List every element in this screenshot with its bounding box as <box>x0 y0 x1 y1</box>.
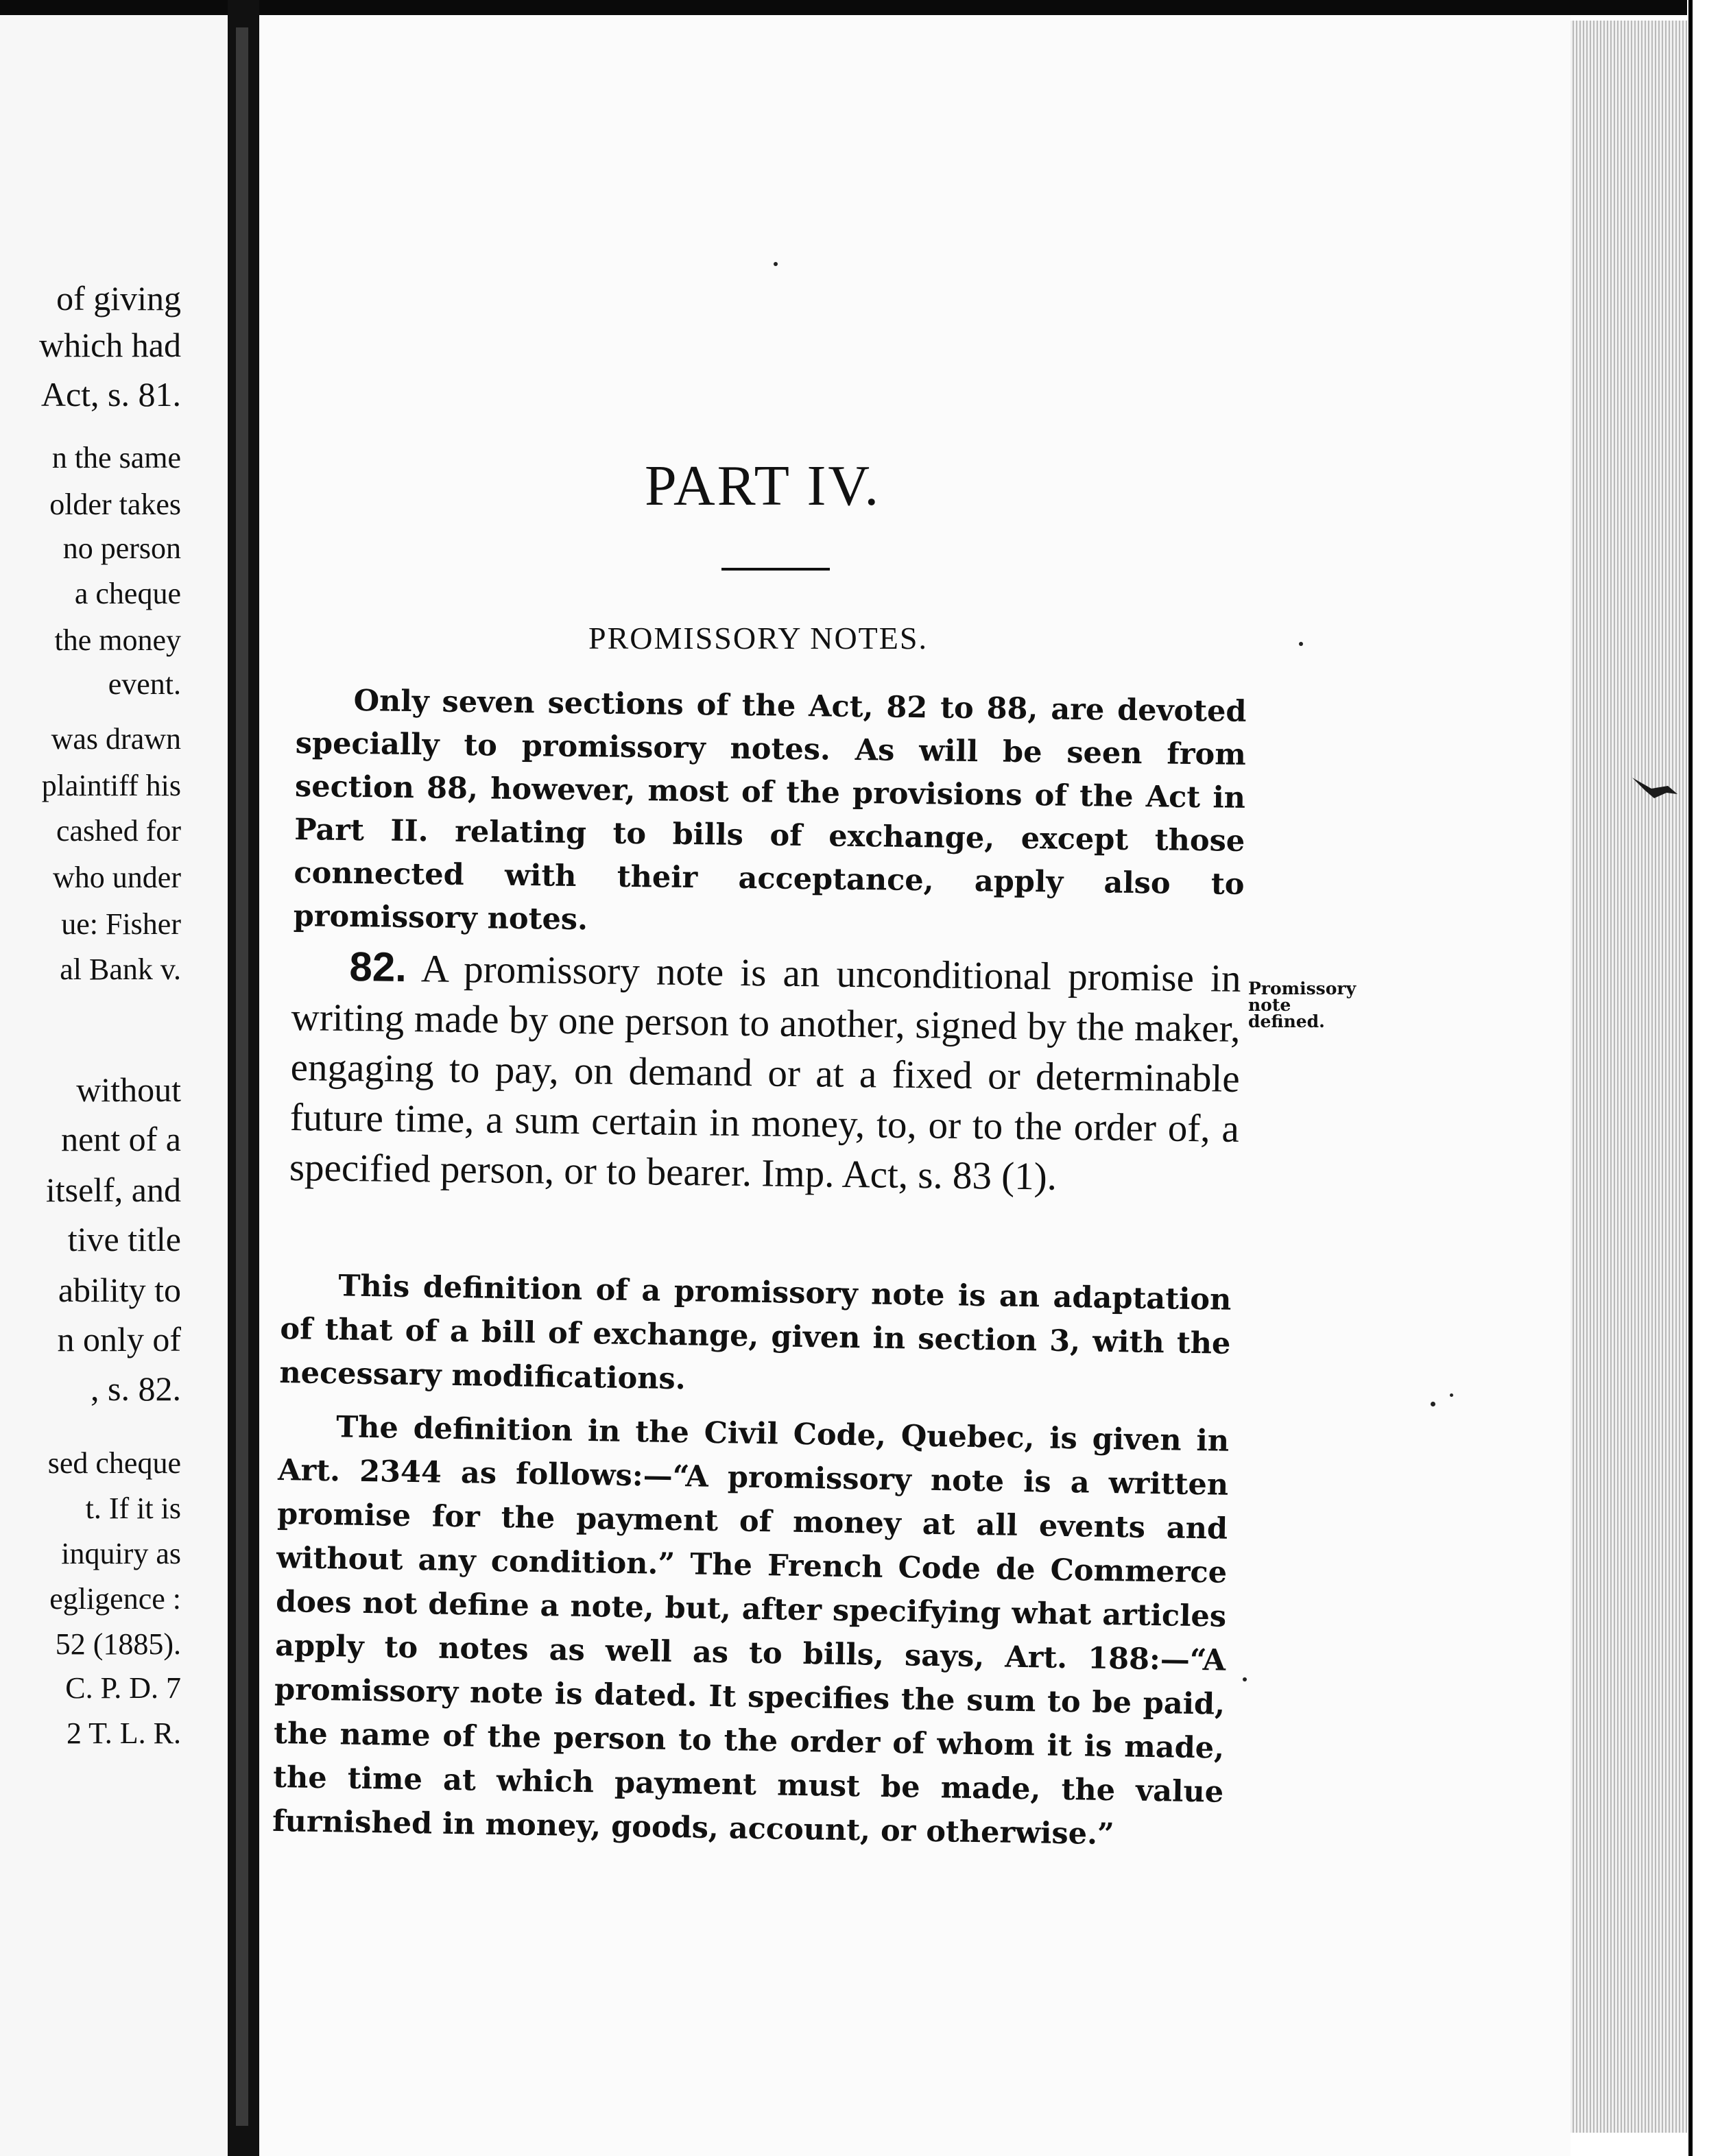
section-82 <box>289 941 1241 1204</box>
left-line: C. P. D. 7 <box>65 1671 181 1705</box>
left-line: egligence : <box>49 1582 181 1616</box>
left-line: who under <box>53 861 181 894</box>
title-rule <box>721 568 830 571</box>
intro-paragraph <box>293 679 1247 950</box>
gutter-shadow <box>236 27 248 2126</box>
left-line: itself, and <box>45 1171 181 1209</box>
commentary-paragraph: The definition in the Civil Code, Quebec, is given in Art. 2344 as follows:—“A promissory note is a written promise for the payment of money at all events and without any condition.” The French Code de Commerce does not define a note, but, after specifying what articles apply to notes as well as to bills, says, Art. 188:—“A promissory note is dated. It specifies the sum to be paid, the name of the person to the order of whom it is made, the time at which payment must be made, the value furnished in money, goods, account, or otherwise.” <box>272 1410 1230 1852</box>
left-line: sed cheque <box>47 1446 181 1480</box>
section-heading: PROMISSORY NOTES. <box>588 621 928 656</box>
left-line: without <box>76 1070 181 1109</box>
left-line: t. If it is <box>85 1492 181 1525</box>
left-line: tive title <box>67 1220 181 1258</box>
left-line: n the same <box>51 441 181 475</box>
dust-speck <box>1431 1402 1435 1406</box>
left-line: 52 (1885). <box>55 1627 181 1661</box>
left-line: Act, s. 81. <box>40 375 181 414</box>
section-82-paragraph <box>289 941 1241 1204</box>
dust-speck <box>1243 1677 1247 1681</box>
left-line: inquiry as <box>61 1537 181 1570</box>
left-line: the money <box>54 623 181 657</box>
dust-speck <box>1299 642 1303 646</box>
left-line: of giving <box>56 279 181 318</box>
left-line: n only of <box>57 1320 181 1358</box>
left-line: ability to <box>58 1271 181 1309</box>
left-facing-page <box>0 15 228 2156</box>
left-line: cashed for <box>56 814 181 848</box>
commentary-paragraph: This definition of a promissory note is an adaptation of that of a bill of exchange, given in section 3, with the necessary modifications. <box>279 1269 1232 1397</box>
margin-note-line: note <box>1248 995 1291 1015</box>
dust-speck <box>1450 1393 1453 1397</box>
scan-right-edge <box>1688 0 1693 2156</box>
left-line: ue: Fisher <box>61 907 181 941</box>
left-line: older takes <box>49 488 181 521</box>
left-line: was drawn <box>51 722 181 756</box>
section-82-text: A promissory note is an unconditional promise in writing made by one person to another, signed by the maker, engaging to pay, on demand or at a fixed or determinable future time, a sum certain in money, to, or to the order of, a specified person, or to bearer. Imp. Act, s. 83 (1). <box>289 947 1241 1199</box>
commentary <box>272 1263 1231 1868</box>
margin-note <box>1248 981 1385 1030</box>
margin-note-line: defined. <box>1248 1011 1325 1031</box>
left-line: plaintiff his <box>41 769 181 802</box>
left-line: nent of a <box>61 1120 181 1158</box>
left-line: 2 T. L. R. <box>66 1716 181 1750</box>
left-line: no person <box>62 531 181 565</box>
left-line: a cheque <box>74 577 181 610</box>
margin-note-line: Promissory <box>1248 979 1357 998</box>
dust-speck <box>774 262 778 266</box>
left-line: which had <box>39 326 181 364</box>
page-stack-edge <box>1570 21 1687 2133</box>
left-line: al Bank v. <box>60 953 181 986</box>
section-number: 82. <box>349 944 407 991</box>
moth-speck-icon <box>1631 774 1679 801</box>
left-line: , s. 82. <box>91 1369 181 1408</box>
left-line: event. <box>108 667 181 701</box>
part-title: PART IV. <box>645 454 881 518</box>
intro-text: Only seven sections of the Act, 82 to 88, are devoted specially to promissory notes. As will be seen from section 88, however, most of the provisions of the Act in Part II. relating to bills of exchange, except those connected with their acceptance, apply also to promissory notes. <box>293 684 1247 937</box>
